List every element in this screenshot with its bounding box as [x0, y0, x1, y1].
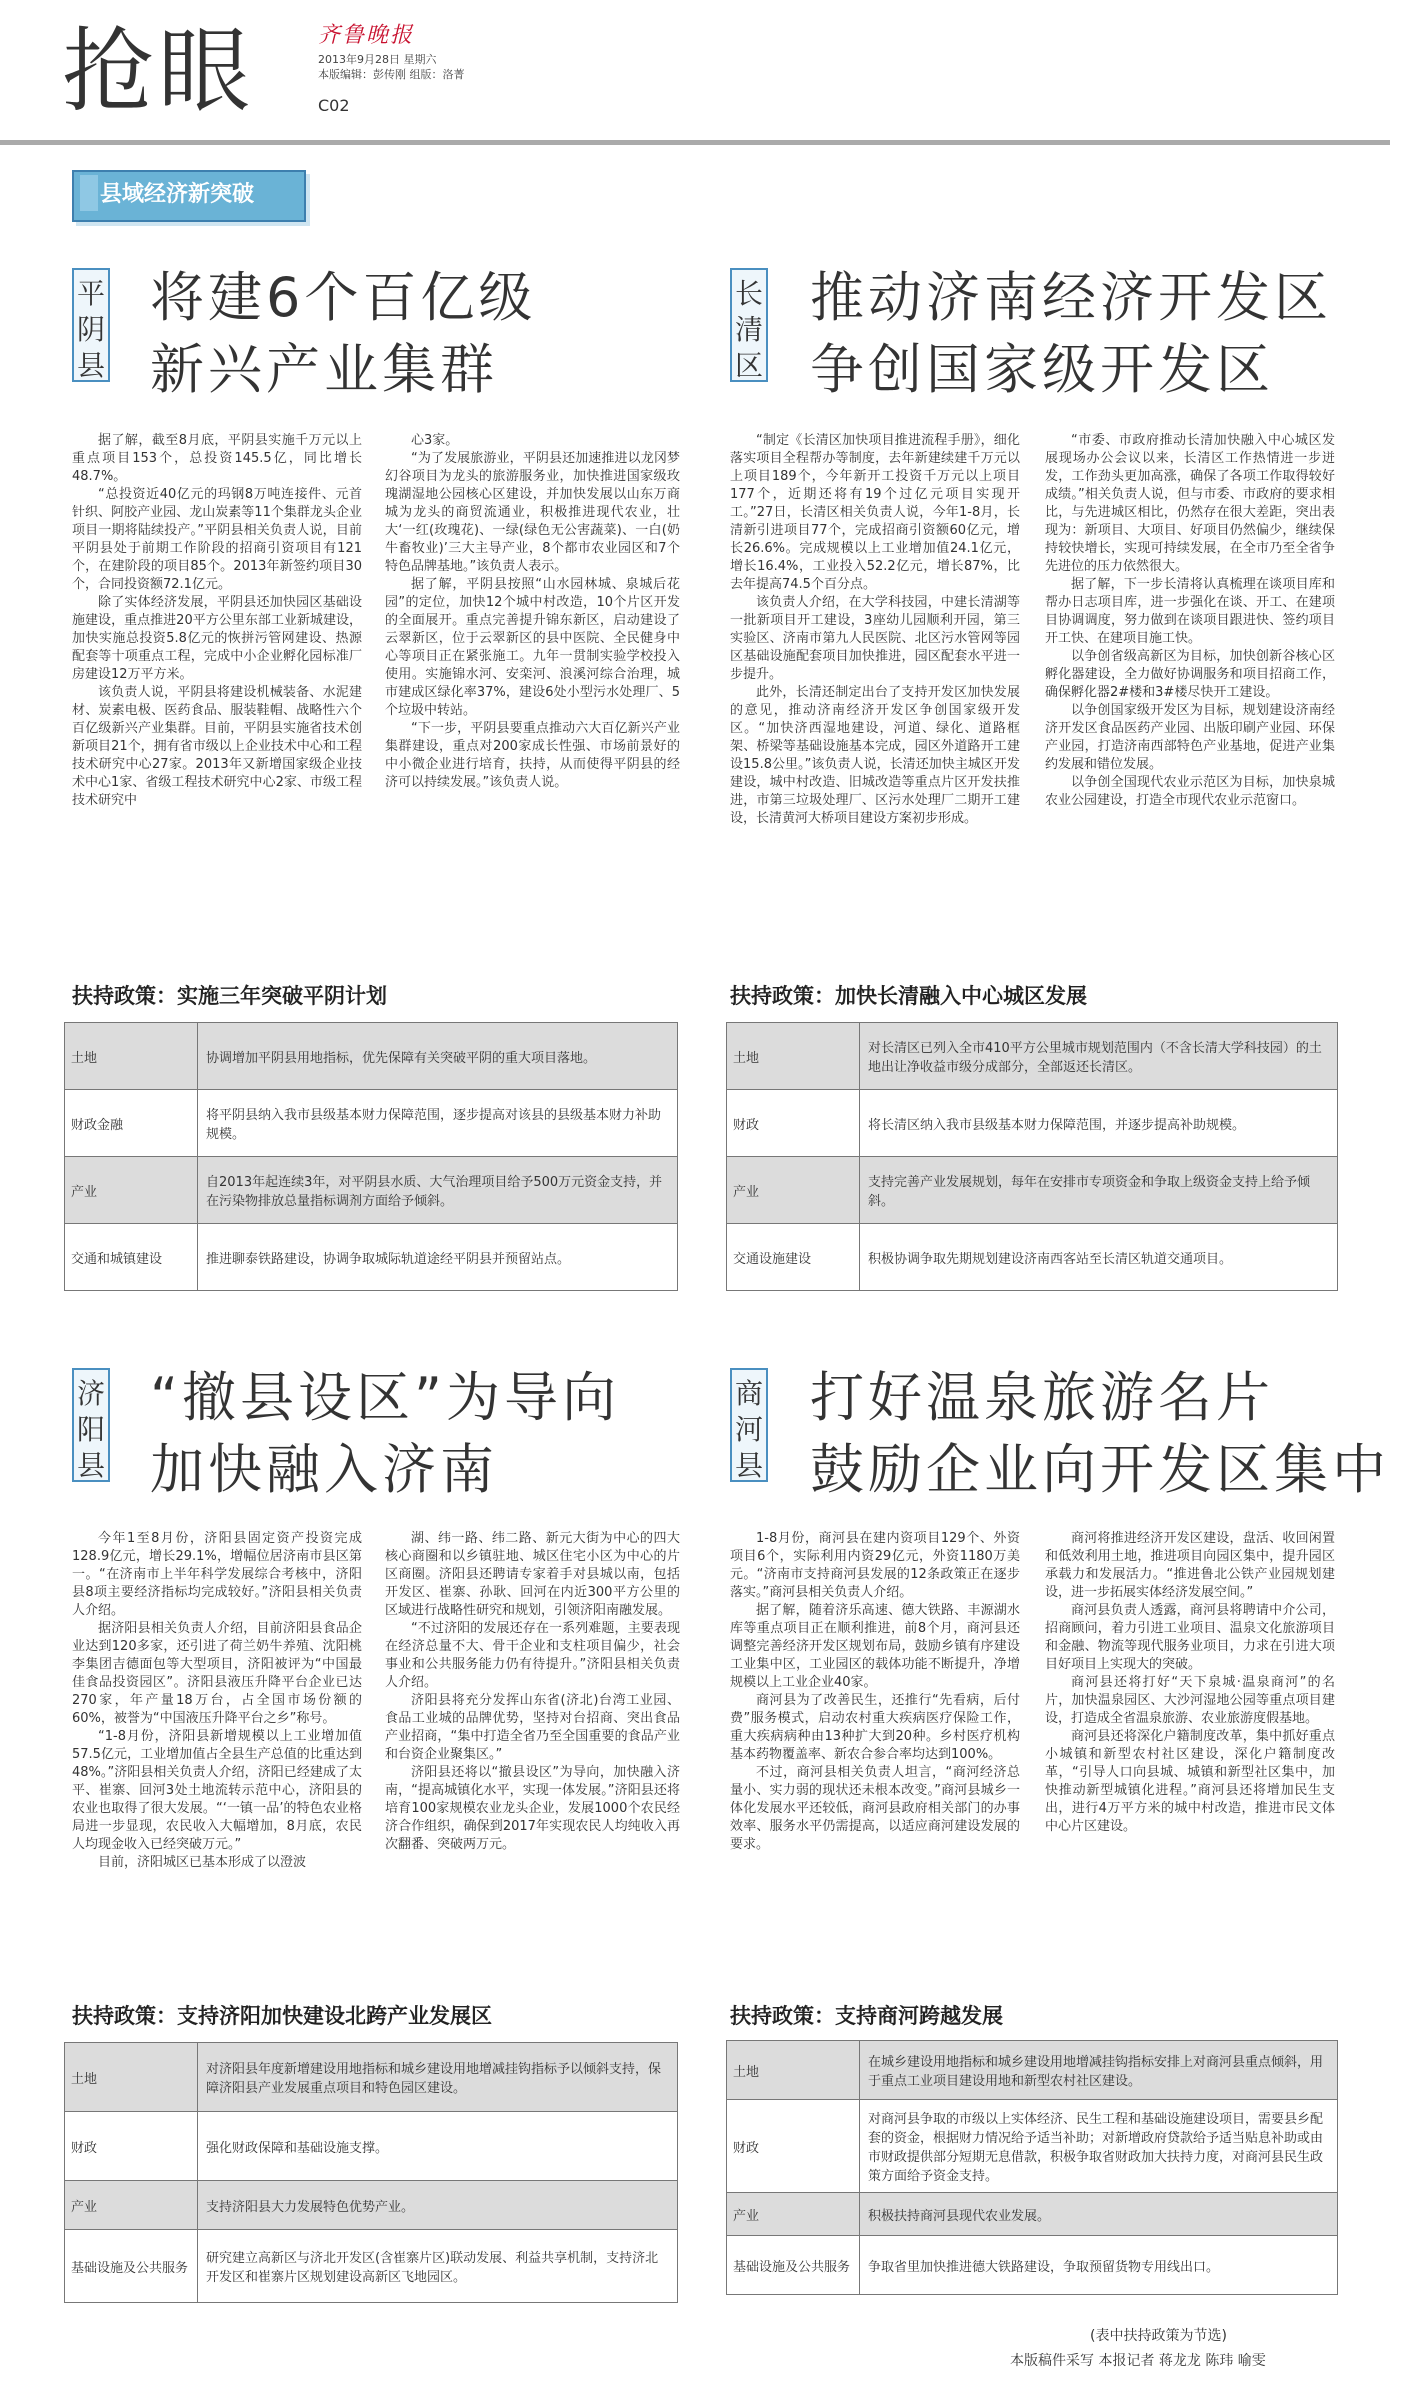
paragraph: 商河将推进经济开发区建设，盘活、收回闲置和低效利用土地，推进项目向园区集中，提升园区承载力和发展活力。“推进鲁北公铁产业园规划建设，进一步拓展实体经济发展空间。”	[1045, 1531, 1335, 1600]
policy-key: 财政	[65, 2112, 198, 2181]
paragraph: 据了解，下一步长清将认真梳理在谈项目库和帮办日志项目库，进一步强化在谈、开工、在建项目协调调度，努力做到在谈项目跟进快、签约项目开工快、在建项目施工快。	[1045, 577, 1335, 646]
policy-value: 支持完善产业发展规划，每年在安排市专项资金和争取上级资金支持上给予倾斜。	[860, 1157, 1338, 1224]
article-changqing-col2	[1045, 432, 1335, 952]
table-row	[727, 1023, 1338, 1090]
table-row	[727, 2041, 1338, 2100]
policy-value: 对商河县争取的市级以上实体经济、民生工程和基础设施建设项目，需要县乡配套的资金，根据财力情况给予适当补助；对新增政府贷款给予适当贴息补助或由市财政提供部分短期无息借款，积极争取省财政加大扶持力度，对商河县民生政策方面给予资金支持。	[860, 2100, 1338, 2193]
paragraph: 济阳县将充分发挥山东省(济北)台湾工业园、食品工业城的品牌优势，坚持对台招商、突出食品产业招商，“集中打造全省乃至全国重要的食品产业和台资企业聚集区。”	[385, 1693, 680, 1762]
headline-jiyang-line1: “撤县设区”为导向	[150, 1366, 620, 1429]
paragraph: “制定《长清区加快项目推进流程手册》，细化落实项目全程帮办等制度，去年新建续建千万元以上项目189个，今年新开工投资千万元以上项目177个，近期还将有19个过亿元项目实现开工。”27日，长清区相关负责人说，今年1-8月，长清新引进项目77个，完成招商引资额60亿元，增长26.6%。完成规模以上工业增加值24.1亿元，增长16.4%，工业投入52.2亿元，增长87%，比去年提高74.5个百分点。	[730, 433, 1020, 592]
table-row	[727, 2236, 1338, 2295]
policy-table-shanghe	[726, 2040, 1338, 2295]
issue-date: 2013年9月28日 星期六	[318, 53, 437, 66]
table-row	[727, 1157, 1338, 1224]
newspaper-logo: 齐鲁晚报	[318, 23, 415, 48]
policy-value: 对长清区已列入全市410平方公里城市规划范围内（不含长清大学科技园）的土地出让净收益市级分成部分，全部返还长清区。	[860, 1023, 1338, 1090]
policy-key: 交通和城镇建设	[65, 1224, 198, 1291]
paragraph: 商河县负责人透露，商河县将聘请中介公司，招商顾问，着力引进工业项目、温泉文化旅游项目和金融、物流等现代服务业项目，力求在引进大项目好项目上实现大的突破。	[1045, 1603, 1335, 1672]
policy-value: 积极协调争取先期规划建设济南西客站至长清区轨道交通项目。	[860, 1224, 1338, 1291]
table-row	[65, 1157, 678, 1224]
paragraph: 该负责人介绍，在大学科技园，中建长清湖等一批新项目开工建设，3座幼儿园顺利开园，第三实验区、济南市第九人民医院、北区污水管网等园区基础设施配套项目加快推进，园区配套水平进一步提升。	[730, 595, 1020, 682]
issue-meta	[318, 52, 465, 82]
policy-key: 基础设施及公共服务	[65, 2230, 198, 2303]
table-footnote: (表中扶持政策为节选)	[1090, 2328, 1227, 2344]
table-row	[65, 1090, 678, 1157]
paragraph: 目前，济阳城区已基本形成了以澄波	[98, 1855, 307, 1870]
article-pingyin-col1	[72, 432, 362, 952]
paragraph: 今年1至8月份，济阳县固定资产投资完成128.9亿元，增长29.1%，增幅位居济南市县区第一。“在济南市上半年科学发展综合考核中，济阳县8项主要经济指标均完成较好。”济阳县相关负责人介绍。	[72, 1531, 362, 1618]
paragraph: “不过济阳的发展还存在一系列难题，主要表现在经济总量不大、骨干企业和支柱项目偏少，社会事业和公共服务能力仍有待提升。”济阳县相关负责人介绍。	[385, 1621, 680, 1690]
policy-key: 土地	[727, 2041, 860, 2100]
policy-value: 对济阳县年度新增建设用地指标和城乡建设用地增减挂钩指标予以倾斜支持，保障济阳县产业发展重点项目和特色园区建设。	[198, 2043, 678, 2112]
policy-title-jiyang: 扶持政策：支持济阳加快建设北跨产业发展区	[72, 2004, 492, 2028]
policy-title-shanghe: 扶持政策：支持商河跨越发展	[730, 2004, 1003, 2028]
policy-key: 财政	[727, 1090, 860, 1157]
paragraph: 以争创全国现代农业示范区为目标，加快泉城农业公园建设，打造全市现代农业示范窗口。	[1045, 775, 1335, 808]
policy-key: 土地	[65, 1023, 198, 1090]
paragraph: 心3家。	[411, 433, 459, 448]
headline-changqing-line2: 争创国家级开发区	[810, 338, 1274, 401]
issue-editors: 本版编辑：彭传刚 组版：洛菁	[318, 68, 465, 81]
policy-value: 争取省里加快推进德大铁路建设，争取预留货物专用线出口。	[860, 2236, 1338, 2295]
policy-key: 产业	[65, 1157, 198, 1224]
policy-value: 将平阴县纳入我市县级基本财力保障范围，逐步提高对该县的县级基本财力补助规模。	[198, 1090, 678, 1157]
paragraph: 济阳县还将以“撤县设区”为导向，加快融入济南，“提高城镇化水平，实现一体发展。”济阳县还将培育100家规模农业龙头企业，发展1000个农民经济合作组织，确保到2017年实现农民人均纯收入再次翻番、突破两万元。	[385, 1765, 680, 1852]
paragraph: 据了解，截至8月底，平阴县实施千万元以上重点项目153个，总投资145.5亿，同比增长48.7%。	[72, 433, 362, 484]
paragraph: 据了解，平阴县按照“山水园林城、泉城后花园”的定位，加快12个城中村改造，10个片区开发的全面展开。重点完善提升锦东新区，启动建设了云翠新区，位于云翠新区的县中医院、全民健身中心等项目正在紧张施工。九年一贯制实验学校投入使用。实施锦水河、安栾河、浪溪河综合治理，城市建成区绿化率37%，建设6处小型污水处理厂、5个垃圾中转站。	[385, 577, 680, 718]
headline-shanghe-line1: 打好温泉旅游名片	[810, 1366, 1274, 1429]
policy-value: 积极扶持商河县现代农业发展。	[860, 2193, 1338, 2236]
policy-key: 土地	[727, 1023, 860, 1090]
paragraph: “总投资近40亿元的玛钢8万吨连接件、元首针织、阿胶产业园、龙山炭素等11个集群龙头企业项目一期将陆续投产。”平阴县相关负责人说，目前平阴县处于前期工作阶段的招商引资项目有121个，在建阶段的项目85个。2013年新签约项目30个，合同投资额72.1亿元。	[72, 487, 362, 592]
paragraph: 不过，商河县相关负责人坦言，“商河经济总量小、实力弱的现状还未根本改变。”商河县城乡一体化发展水平还较低，商河县政府相关部门的办事效率、服务水平仍需提高，以适应商河建设发展的要求。	[730, 1765, 1020, 1852]
policy-value: 自2013年起连续3年，对平阴县水质、大气治理项目给予500万元资金支持，并在污染物排放总量指标调剂方面给予倾斜。	[198, 1157, 678, 1224]
table-row	[727, 1224, 1338, 1291]
section-label: 县域经济新突破	[100, 182, 255, 207]
table-row	[727, 2100, 1338, 2193]
paragraph: 1-8月份，商河县在建内资项目129个、外资项目6个，实际利用内资29亿元，外资1180万美元。“济南市支持商河县发展的12条政策正在逐步落实。”商河县相关负责人介绍。	[730, 1531, 1020, 1600]
headline-shanghe-line2: 鼓励企业向开发区集中	[810, 1438, 1390, 1501]
paragraph: 据济阳县相关负责人介绍，目前济阳县食品企业达到120多家，还引进了荷兰奶牛养殖、沈阳桃李集团吉德面包等大型项目，济阳被评为“中国最佳食品投资园区”。济阳县液压升降平台企业已达270家，年产量18万台，占全国市场份额的60%，被誉为“中国液压升降平台之乡”称号。	[72, 1621, 362, 1726]
table-row	[65, 2230, 678, 2303]
article-jiyang-col1	[72, 1530, 362, 1970]
table-row	[727, 1090, 1338, 1157]
paragraph: 以争创省级高新区为目标，加快创新谷核心区孵化器建设，全力做好协调服务和项目招商工作，确保孵化器2#楼和3#楼尽快开工建设。	[1045, 649, 1335, 700]
headline-pingyin-line2: 新兴产业集群	[150, 338, 498, 401]
table-row	[65, 2043, 678, 2112]
paragraph: 商河县还将打好“天下泉城·温泉商河”的名片，加快温泉园区、大沙河湿地公园等重点项目建设，打造成全省温泉旅游、农业旅游度假基地。	[1045, 1675, 1335, 1726]
policy-key: 产业	[65, 2181, 198, 2230]
article-shanghe-col2	[1045, 1530, 1335, 1970]
county-tag-pingyin: 平阴县	[72, 268, 110, 382]
policy-key: 产业	[727, 1157, 860, 1224]
policy-key: 产业	[727, 2193, 860, 2236]
policy-table-jiyang	[64, 2042, 678, 2303]
paragraph: 此外，长清还制定出台了支持开发区加快发展的意见，推动济南经济开发区争创国家级开发区。“加快济西湿地建设，河道、绿化、道路框架、桥梁等基础设施基本完成，园区外道路开工建设15.8公里。”该负责人说，长清还加快主城区开发建设，城中村改造、旧城改造等重点片区开发扶推进，市第三垃圾处理厂、区污水处理厂二期开工建设，长清黄河大桥项目建设方案初步形成。	[730, 685, 1020, 826]
paragraph: 商河县还将深化户籍制度改革，集中抓好重点小城镇和新型农村社区建设，深化户籍制度改革，“引导人口向县城、城镇和新型社区集中，加快推动新型城镇化进程。”商河县还将增加民生支出，进行4万平方米的城中村改造，推进市民文体中心片区建设。	[1045, 1729, 1335, 1834]
policy-table-pingyin	[64, 1022, 678, 1291]
table-row	[65, 2181, 678, 2230]
paragraph: 湖、纬一路、纬二路、新元大街为中心的四大核心商圈和以乡镇驻地、城区住宅小区为中心的片区商圈。济阳县还聘请专家着手对县城以南，包括开发区、崔寨、孙耿、回河在内近300平方公里的区域进行战略性研究和规划，引领济阳南融发展。	[385, 1531, 680, 1618]
article-shanghe-col1	[730, 1530, 1020, 1970]
policy-value: 推进聊泰铁路建设，协调争取城际轨道途经平阴县并预留站点。	[198, 1224, 678, 1291]
page-code: C02	[318, 96, 350, 115]
policy-value: 在城乡建设用地指标和城乡建设用地增减挂钩指标安排上对商河县重点倾斜，用于重点工业项目建设用地和新型农村社区建设。	[860, 2041, 1338, 2100]
policy-title-changqing: 扶持政策：加快长清融入中心城区发展	[730, 984, 1087, 1008]
headline-changqing-line1: 推动济南经济开发区	[810, 266, 1332, 329]
policy-value: 支持济阳县大力发展特色优势产业。	[198, 2181, 678, 2230]
policy-key: 财政金融	[65, 1090, 198, 1157]
paragraph: 该负责人说，平阴县将建设机械装备、水泥建材、炭素电极、医药食品、服装鞋帽、战略性六个百亿级新兴产业集群。目前，平阴县实施省技术创新项目21个，拥有省市级以上企业技术中心和工程技术研究中心27家。2013年又新增国家级企业技术中心1家、省级工程技术研究中心2家、市级工程技术研究中	[72, 685, 362, 808]
policy-value: 强化财政保障和基础设施支撑。	[198, 2112, 678, 2181]
article-pingyin-col2	[385, 432, 680, 952]
county-tag-changqing: 长清区	[730, 268, 768, 382]
county-tag-shanghe: 商河县	[730, 1368, 768, 1482]
table-row	[727, 2193, 1338, 2236]
article-jiyang-col2	[385, 1530, 680, 1970]
paragraph: 除了实体经济发展，平阴县还加快园区基础设施建设，重点推进20平方公里东部工业新城建设，加快实施总投资5.8亿元的恢拼污管网建设、热源配套等十项重点工程，完成中小企业孵化园标准厂房建设12万平方米。	[72, 595, 362, 682]
headline-jiyang-line2: 加快融入济南	[150, 1438, 498, 1501]
byline: 本版稿件采写 本报记者 蒋龙龙 陈玮 喻雯	[1010, 2353, 1266, 2369]
policy-value: 研究建立高新区与济北开发区(含崔寨片区)联动发展、利益共享机制，支持济北开发区和崔寨片区规划建设高新区飞地园区。	[198, 2230, 678, 2303]
policy-key: 土地	[65, 2043, 198, 2112]
section-map-icon	[80, 175, 98, 211]
page-title: 抢眼	[62, 18, 255, 125]
paragraph: 商河县为了改善民生，还推行“先看病，后付费”服务模式，启动农村重大疾病医疗保险工作，重大疾病病种由13种扩大到20种。乡村医疗机构基本药物覆盖率、新农合参合率均达到100%。	[730, 1693, 1020, 1762]
policy-value: 协调增加平阴县用地指标，优先保障有关突破平阴的重大项目落地。	[198, 1023, 678, 1090]
paragraph: “市委、市政府推动长清加快融入中心城区发展现场办公会议以来，长清区工作热情进一步迸发，工作劲头更加高涨，确保了各项工作取得较好成绩。”相关负责人说，但与市委、市政府的要求相比，与先进城区相比，仍然存在很大差距，突出表现为：新项目、大项目、好项目仍然偏少，继续保持较快增长，实现可持续发展，在全市乃至全省争先进位的压力依然很大。	[1045, 433, 1335, 574]
policy-key: 财政	[727, 2100, 860, 2193]
headline-pingyin-line1: 将建6个百亿级	[150, 266, 537, 329]
article-changqing-col1	[730, 432, 1020, 952]
county-tag-jiyang: 济阳县	[72, 1368, 110, 1482]
policy-key: 交通设施建设	[727, 1224, 860, 1291]
policy-value: 将长清区纳入我市县级基本财力保障范围，并逐步提高补助规模。	[860, 1090, 1338, 1157]
paragraph: “1-8月份，济阳县新增规模以上工业增加值57.5亿元，工业增加值占全县生产总值的比重达到48%。”济阳县相关负责人介绍，济阳已经建成了太平、崔寨、回河3处土地流转示范中心，济阳县的农业也取得了很大发展。“‘一镇一品’的特色农业格局进一步显现，农民收入大幅增加，8月底，农民人均现金收入已经突破万元。”	[72, 1729, 362, 1852]
policy-key: 基础设施及公共服务	[727, 2236, 860, 2295]
table-row	[65, 2112, 678, 2181]
paragraph: “下一步，平阴县要重点推动六大百亿新兴产业集群建设，重点对200家成长性强、市场前景好的中小微企业进行培育，扶持，从而使得平阴县的经济可以持续发展。”该负责人说。	[385, 721, 680, 790]
paragraph: “为了发展旅游业，平阴县还加速推进以龙冈梦幻谷项目为龙头的旅游服务业，加快推进国家级玫瑰湖湿地公园核心区建设，并加快发展以山东万商城为龙头的商贸流通业，积极推进现代农业，壮大‘一红(玫瑰花)、一绿(绿色无公害蔬菜)、一白(奶牛畜牧业)’三大主导产业，8个都市农业园区和7个特色品牌基地。”该负责人表示。	[385, 451, 680, 574]
paragraph: 据了解，随着济乐高速、德大铁路、丰源湖水库等重点项目正在顺利推进，前8个月，商河县还调整完善经济开发区规划布局，鼓励乡镇有序建设工业集中区，工业园区的载体功能不断提升，净增规模以上工业企业40家。	[730, 1603, 1020, 1690]
policy-title-pingyin: 扶持政策：实施三年突破平阴计划	[72, 984, 387, 1008]
table-row	[65, 1224, 678, 1291]
masthead-divider	[0, 140, 1390, 145]
table-row	[65, 1023, 678, 1090]
paragraph: 以争创国家级开发区为目标，规划建设济南经济开发区食品医药产业园、出版印刷产业园、环保产业园，打造济南西部特色产业基地，促进产业集约发展和错位发展。	[1045, 703, 1335, 772]
policy-table-changqing	[726, 1022, 1338, 1291]
